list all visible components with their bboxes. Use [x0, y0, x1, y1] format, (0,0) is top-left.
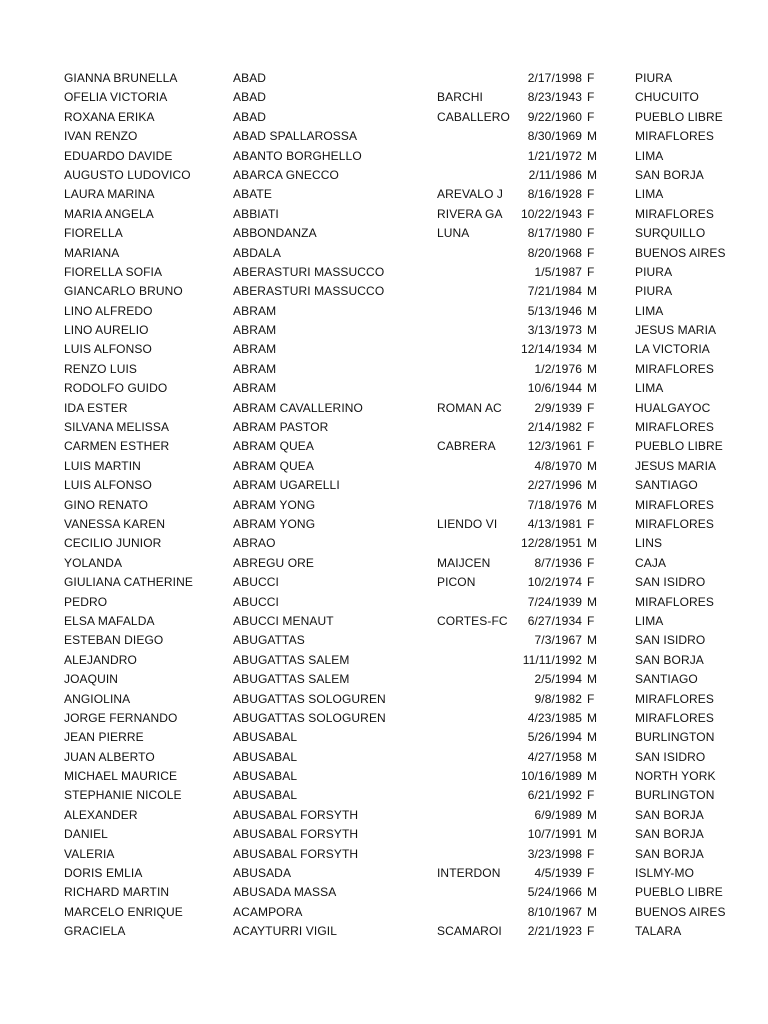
- table-row: [0, 244, 768, 263]
- birth-date-cell: 10/6/1944: [527, 381, 582, 396]
- city-cell: MIRAFLORES: [635, 691, 715, 706]
- birth-date-cell: 4/23/1985: [527, 710, 582, 725]
- maternal-name-cell: LUNA: [437, 226, 470, 241]
- first-name-cell: FIORELLA SOFIA: [64, 264, 163, 279]
- last-name-cell: ABUSABAL: [233, 788, 298, 803]
- last-name-cell: ABAD SPALLAROSSA: [233, 129, 358, 144]
- first-name-cell: JUAN ALBERTO: [64, 749, 155, 764]
- table-row: [0, 418, 768, 437]
- table-row: [0, 185, 768, 204]
- birth-date-cell: 7/24/1939: [527, 594, 582, 609]
- gender-cell: M: [587, 672, 598, 687]
- first-name-cell: ALEJANDRO: [64, 652, 137, 667]
- last-name-cell: ABAD: [233, 90, 267, 105]
- last-name-cell: ABRAM: [233, 381, 277, 396]
- table-row: [0, 806, 768, 825]
- city-cell: JESUS MARIA: [635, 458, 717, 473]
- last-name-cell: ABERASTURI MASSUCCO: [233, 284, 385, 299]
- table-row: [0, 748, 768, 767]
- birth-date-cell: 9/22/1960: [527, 109, 582, 124]
- last-name-cell: ABAD: [233, 71, 267, 85]
- first-name-cell: AUGUSTO LUDOVICO: [64, 167, 191, 182]
- table-row: [0, 864, 768, 883]
- birth-date-cell: 2/21/1923: [527, 924, 582, 939]
- birth-date-cell: 4/8/1970: [534, 458, 582, 473]
- gender-cell: F: [587, 788, 595, 803]
- first-name-cell: DORIS EMLIA: [64, 866, 143, 881]
- city-cell: HUALGAYOC: [635, 400, 711, 415]
- birth-date-cell: 2/17/1998: [527, 71, 582, 85]
- table-row: [0, 767, 768, 786]
- last-name-cell: ABRAM: [233, 361, 277, 376]
- maternal-name-cell: AREVALO J: [437, 187, 504, 202]
- first-name-cell: YOLANDA: [64, 555, 123, 570]
- first-name-cell: ELSA MAFALDA: [64, 613, 155, 628]
- birth-date-cell: 8/17/1980: [527, 226, 582, 241]
- last-name-cell: ABBONDANZA: [233, 226, 317, 241]
- last-name-cell: ABUCCI MENAUT: [233, 613, 334, 628]
- table-row: [0, 786, 768, 805]
- first-name-cell: ESTEBAN DIEGO: [64, 633, 164, 648]
- first-name-cell: RENZO LUIS: [64, 361, 138, 376]
- last-name-cell: ABRAM: [233, 303, 277, 318]
- gender-cell: F: [587, 924, 595, 939]
- birth-date-cell: 1/2/1976: [534, 361, 582, 376]
- last-name-cell: ABRAO: [233, 536, 276, 551]
- birth-date-cell: 2/5/1994: [534, 672, 582, 687]
- first-name-cell: IVAN RENZO: [64, 129, 138, 144]
- first-name-cell: STEPHANIE NICOLE: [64, 788, 182, 803]
- gender-cell: M: [587, 167, 598, 182]
- birth-date-cell: 7/3/1967: [534, 633, 582, 648]
- last-name-cell: ABARCA GNECCO: [233, 167, 339, 182]
- first-name-cell: RODOLFO GUIDO: [64, 381, 168, 396]
- first-name-cell: MICHAEL MAURICE: [64, 769, 178, 784]
- last-name-cell: ABRAM YONG: [233, 516, 316, 531]
- birth-date-cell: 3/13/1973: [527, 323, 582, 338]
- last-name-cell: ABRAM QUEA: [233, 458, 315, 473]
- city-cell: MIRAFLORES: [635, 420, 715, 435]
- first-name-cell: OFELIA VICTORIA: [64, 90, 168, 105]
- table-row: [0, 922, 768, 941]
- last-name-cell: ABBIATI: [233, 206, 279, 221]
- table-row: [0, 321, 768, 340]
- city-cell: PUEBLO LIBRE: [635, 439, 723, 454]
- last-name-cell: ABUSABAL: [233, 730, 298, 745]
- first-name-cell: GIANNA BRUNELLA: [64, 71, 178, 85]
- record-list: [0, 69, 768, 942]
- last-name-cell: ABUCCI: [233, 594, 279, 609]
- first-name-cell: FIORELLA: [64, 226, 123, 241]
- table-row: [0, 496, 768, 515]
- gender-cell: M: [587, 730, 598, 745]
- table-row: [0, 69, 768, 88]
- first-name-cell: CECILIO JUNIOR: [64, 536, 162, 551]
- birth-date-cell: 7/21/1984: [527, 284, 582, 299]
- birth-date-cell: 2/27/1996: [527, 478, 582, 493]
- last-name-cell: ABANTO BORGHELLO: [233, 148, 362, 163]
- city-cell: BUENOS AIRES: [635, 904, 726, 919]
- gender-cell: M: [587, 478, 598, 493]
- gender-cell: M: [587, 885, 598, 900]
- birth-date-cell: 12/28/1951: [520, 536, 582, 551]
- city-cell: BURLINGTON: [635, 788, 715, 803]
- gender-cell: F: [587, 575, 595, 590]
- table-row: [0, 728, 768, 747]
- table-row: [0, 554, 768, 573]
- table-row: [0, 399, 768, 418]
- birth-date-cell: 12/3/1961: [527, 439, 582, 454]
- city-cell: SAN BORJA: [635, 167, 704, 182]
- gender-cell: M: [587, 807, 598, 822]
- first-name-cell: JOAQUIN: [64, 672, 119, 687]
- gender-cell: M: [587, 129, 598, 144]
- birth-date-cell: 11/11/1992: [522, 652, 582, 667]
- birth-date-cell: 4/5/1939: [534, 866, 582, 881]
- city-cell: MIRAFLORES: [635, 206, 715, 221]
- city-cell: JESUS MARIA: [635, 323, 717, 338]
- city-cell: LIMA: [635, 187, 664, 202]
- table-row: [0, 631, 768, 650]
- table-row: [0, 903, 768, 922]
- gender-cell: F: [587, 420, 595, 435]
- table-row: [0, 127, 768, 146]
- last-name-cell: ABUSABAL FORSYTH: [233, 846, 359, 861]
- first-name-cell: GRACIELA: [64, 924, 126, 939]
- table-row: [0, 476, 768, 495]
- table-row: [0, 166, 768, 185]
- first-name-cell: RICHARD MARTIN: [64, 885, 170, 900]
- birth-date-cell: 10/22/1943: [520, 206, 582, 221]
- last-name-cell: ABUSABAL FORSYTH: [233, 827, 359, 842]
- gender-cell: F: [587, 90, 595, 105]
- birth-date-cell: 2/14/1982: [527, 420, 582, 435]
- first-name-cell: LUIS ALFONSO: [64, 342, 152, 357]
- first-name-cell: MARIANA: [64, 245, 120, 260]
- maternal-name-cell: ROMAN AC: [437, 400, 502, 415]
- city-cell: CAJA: [635, 555, 667, 570]
- last-name-cell: ABUGATTAS SALEM: [233, 672, 350, 687]
- birth-date-cell: 2/11/1986: [528, 167, 582, 182]
- maternal-name-cell: SCAMAROI: [437, 924, 502, 939]
- last-name-cell: ABREGU ORE: [233, 555, 315, 570]
- first-name-cell: IDA ESTER: [64, 400, 128, 415]
- first-name-cell: LAURA MARINA: [64, 187, 155, 202]
- maternal-name-cell: LIENDO VI: [437, 516, 498, 531]
- city-cell: TALARA: [635, 924, 682, 939]
- last-name-cell: ABERASTURI MASSUCCO: [233, 264, 385, 279]
- table-row: [0, 612, 768, 631]
- last-name-cell: ABRAM PASTOR: [233, 420, 329, 435]
- first-name-cell: LUIS ALFONSO: [64, 478, 152, 493]
- city-cell: BURLINGTON: [635, 730, 715, 745]
- city-cell: PIURA: [635, 264, 673, 279]
- birth-date-cell: 5/13/1946: [527, 303, 582, 318]
- last-name-cell: ABUSADA MASSA: [233, 885, 337, 900]
- last-name-cell: ABUSABAL FORSYTH: [233, 807, 359, 822]
- last-name-cell: ABDALA: [233, 245, 281, 260]
- table-row: [0, 437, 768, 456]
- city-cell: LINS: [635, 536, 663, 551]
- last-name-cell: ABRAM YONG: [233, 497, 316, 512]
- table-row: [0, 263, 768, 282]
- gender-cell: M: [587, 458, 598, 473]
- birth-date-cell: 8/30/1969: [527, 129, 582, 144]
- table-row: [0, 651, 768, 670]
- last-name-cell: ABAD: [233, 109, 267, 124]
- maternal-name-cell: BARCHI: [437, 90, 483, 105]
- first-name-cell: ROXANA ERIKA: [64, 109, 155, 124]
- table-row: [0, 690, 768, 709]
- gender-cell: F: [587, 264, 595, 279]
- first-name-cell: JORGE FERNANDO: [64, 710, 178, 725]
- city-cell: SAN BORJA: [635, 846, 704, 861]
- gender-cell: M: [587, 497, 598, 512]
- city-cell: CHUCUITO: [635, 90, 699, 105]
- birth-date-cell: 10/7/1991: [527, 827, 582, 842]
- gender-cell: F: [587, 206, 595, 221]
- last-name-cell: ABUGATTAS: [233, 633, 305, 648]
- last-name-cell: ABATE: [233, 187, 272, 202]
- table-row: [0, 573, 768, 592]
- birth-date-cell: 10/2/1974: [527, 575, 582, 590]
- first-name-cell: GIULIANA CATHERINE: [64, 575, 193, 590]
- gender-cell: F: [587, 187, 595, 202]
- birth-date-cell: 4/27/1958: [527, 749, 582, 764]
- table-row: [0, 360, 768, 379]
- gender-cell: F: [587, 613, 595, 628]
- table-row: [0, 457, 768, 476]
- first-name-cell: PEDRO: [64, 594, 108, 609]
- gender-cell: F: [587, 245, 595, 260]
- city-cell: LIMA: [635, 148, 664, 163]
- birth-date-cell: 2/9/1939: [534, 400, 582, 415]
- last-name-cell: ABRAM CAVALLERINO: [233, 400, 363, 415]
- gender-cell: M: [587, 827, 598, 842]
- city-cell: PUEBLO LIBRE: [635, 109, 723, 124]
- gender-cell: M: [587, 342, 598, 357]
- city-cell: LIMA: [635, 381, 664, 396]
- last-name-cell: ABUGATTAS SALEM: [233, 652, 350, 667]
- city-cell: SAN BORJA: [635, 827, 704, 842]
- first-name-cell: ANGIOLINA: [64, 691, 131, 706]
- city-cell: LIMA: [635, 303, 664, 318]
- gender-cell: F: [587, 866, 595, 881]
- first-name-cell: VANESSA KAREN: [64, 516, 166, 531]
- gender-cell: M: [587, 904, 598, 919]
- city-cell: MIRAFLORES: [635, 129, 715, 144]
- city-cell: SAN ISIDRO: [635, 633, 706, 648]
- birth-date-cell: 5/26/1994: [527, 730, 582, 745]
- first-name-cell: LUIS MARTIN: [64, 458, 141, 473]
- city-cell: PIURA: [635, 71, 673, 85]
- gender-cell: F: [587, 400, 595, 415]
- last-name-cell: ABUSABAL: [233, 749, 298, 764]
- gender-cell: M: [587, 633, 598, 648]
- gender-cell: F: [587, 691, 595, 706]
- birth-date-cell: 8/7/1936: [534, 555, 582, 570]
- maternal-name-cell: PICON: [437, 575, 476, 590]
- table-row: [0, 883, 768, 902]
- city-cell: SANTIAGO: [635, 672, 698, 687]
- table-row: [0, 147, 768, 166]
- birth-date-cell: 8/23/1943: [527, 90, 582, 105]
- last-name-cell: ABUGATTAS SOLOGUREN: [233, 691, 386, 706]
- gender-cell: M: [587, 381, 598, 396]
- last-name-cell: ABRAM UGARELLI: [233, 478, 340, 493]
- table-row: [0, 845, 768, 864]
- city-cell: MIRAFLORES: [635, 710, 715, 725]
- first-name-cell: GIANCARLO BRUNO: [64, 284, 183, 299]
- city-cell: MIRAFLORES: [635, 497, 715, 512]
- birth-date-cell: 6/9/1989: [534, 807, 582, 822]
- gender-cell: M: [587, 652, 598, 667]
- table-row: [0, 534, 768, 553]
- maternal-name-cell: RIVERA GA: [437, 206, 503, 221]
- gender-cell: M: [587, 323, 598, 338]
- first-name-cell: CARMEN ESTHER: [64, 439, 170, 454]
- city-cell: SAN ISIDRO: [635, 749, 706, 764]
- maternal-name-cell: CORTES-FC: [437, 613, 508, 628]
- first-name-cell: GINO RENATO: [64, 497, 148, 512]
- birth-date-cell: 7/18/1976: [527, 497, 582, 512]
- birth-date-cell: 10/16/1989: [520, 769, 582, 784]
- birth-date-cell: 6/27/1934: [527, 613, 582, 628]
- last-name-cell: ABRAM: [233, 342, 277, 357]
- city-cell: SANTIAGO: [635, 478, 698, 493]
- gender-cell: M: [587, 303, 598, 318]
- table-row: [0, 709, 768, 728]
- birth-date-cell: 1/21/1972: [527, 148, 582, 163]
- table-row: [0, 340, 768, 359]
- first-name-cell: ALEXANDER: [64, 807, 138, 822]
- gender-cell: M: [587, 769, 598, 784]
- city-cell: LIMA: [635, 613, 664, 628]
- city-cell: MIRAFLORES: [635, 594, 715, 609]
- last-name-cell: ABUCCI: [233, 575, 279, 590]
- gender-cell: F: [587, 846, 595, 861]
- last-name-cell: ABRAM: [233, 323, 277, 338]
- city-cell: ISLMY-MO: [635, 866, 695, 881]
- gender-cell: F: [587, 109, 595, 124]
- gender-cell: M: [587, 710, 598, 725]
- last-name-cell: ABUSABAL: [233, 769, 298, 784]
- gender-cell: M: [587, 361, 598, 376]
- last-name-cell: ACAMPORA: [233, 904, 303, 919]
- maternal-name-cell: INTERDON: [437, 866, 501, 881]
- first-name-cell: LINO AURELIO: [64, 323, 149, 338]
- birth-date-cell: 6/21/1992: [527, 788, 582, 803]
- city-cell: NORTH YORK: [635, 769, 716, 784]
- birth-date-cell: 8/20/1968: [527, 245, 582, 260]
- birth-date-cell: 8/10/1967: [527, 904, 582, 919]
- birth-date-cell: 8/16/1928: [527, 187, 582, 202]
- first-name-cell: MARIA ANGELA: [64, 206, 154, 221]
- birth-date-cell: 5/24/1966: [527, 885, 582, 900]
- birth-date-cell: 4/13/1981: [527, 516, 582, 531]
- city-cell: SURQUILLO: [635, 226, 706, 241]
- table-row: [0, 224, 768, 243]
- birth-date-cell: 9/8/1982: [534, 691, 582, 706]
- table-row: [0, 88, 768, 107]
- first-name-cell: MARCELO ENRIQUE: [64, 904, 183, 919]
- city-cell: PIURA: [635, 284, 673, 299]
- birth-date-cell: 3/23/1998: [527, 846, 582, 861]
- table-row: [0, 825, 768, 844]
- table-row: [0, 515, 768, 534]
- first-name-cell: JEAN PIERRE: [64, 730, 144, 745]
- city-cell: SAN BORJA: [635, 652, 704, 667]
- gender-cell: M: [587, 536, 598, 551]
- table-row: [0, 205, 768, 224]
- city-cell: SAN BORJA: [635, 807, 704, 822]
- first-name-cell: DANIEL: [64, 827, 108, 842]
- gender-cell: M: [587, 594, 598, 609]
- table-row: [0, 302, 768, 321]
- birth-date-cell: 12/14/1934: [520, 342, 582, 357]
- table-row: [0, 593, 768, 612]
- table-row: [0, 282, 768, 301]
- city-cell: PUEBLO LIBRE: [635, 885, 723, 900]
- maternal-name-cell: CABALLERO: [437, 109, 510, 124]
- table-row: [0, 379, 768, 398]
- gender-cell: F: [587, 226, 595, 241]
- gender-cell: M: [587, 284, 598, 299]
- first-name-cell: VALERIA: [64, 846, 115, 861]
- last-name-cell: ABRAM QUEA: [233, 439, 315, 454]
- maternal-name-cell: CABRERA: [437, 439, 496, 454]
- city-cell: LA VICTORIA: [635, 342, 710, 357]
- gender-cell: M: [587, 148, 598, 163]
- city-cell: MIRAFLORES: [635, 361, 715, 376]
- city-cell: MIRAFLORES: [635, 516, 715, 531]
- last-name-cell: ABUSADA: [233, 866, 292, 881]
- table-row: [0, 108, 768, 127]
- last-name-cell: ABUGATTAS SOLOGUREN: [233, 710, 386, 725]
- first-name-cell: LINO ALFREDO: [64, 303, 153, 318]
- table-row: [0, 670, 768, 689]
- maternal-name-cell: MAIJCEN: [437, 555, 491, 570]
- last-name-cell: ACAYTURRI VIGIL: [233, 924, 337, 939]
- first-name-cell: SILVANA MELISSA: [64, 420, 170, 435]
- gender-cell: F: [587, 71, 595, 85]
- gender-cell: M: [587, 749, 598, 764]
- gender-cell: F: [587, 516, 595, 531]
- city-cell: BUENOS AIRES: [635, 245, 726, 260]
- first-name-cell: EDUARDO DAVIDE: [64, 148, 173, 163]
- birth-date-cell: 1/5/1987: [534, 264, 582, 279]
- gender-cell: F: [587, 555, 595, 570]
- gender-cell: F: [587, 439, 595, 454]
- city-cell: SAN ISIDRO: [635, 575, 706, 590]
